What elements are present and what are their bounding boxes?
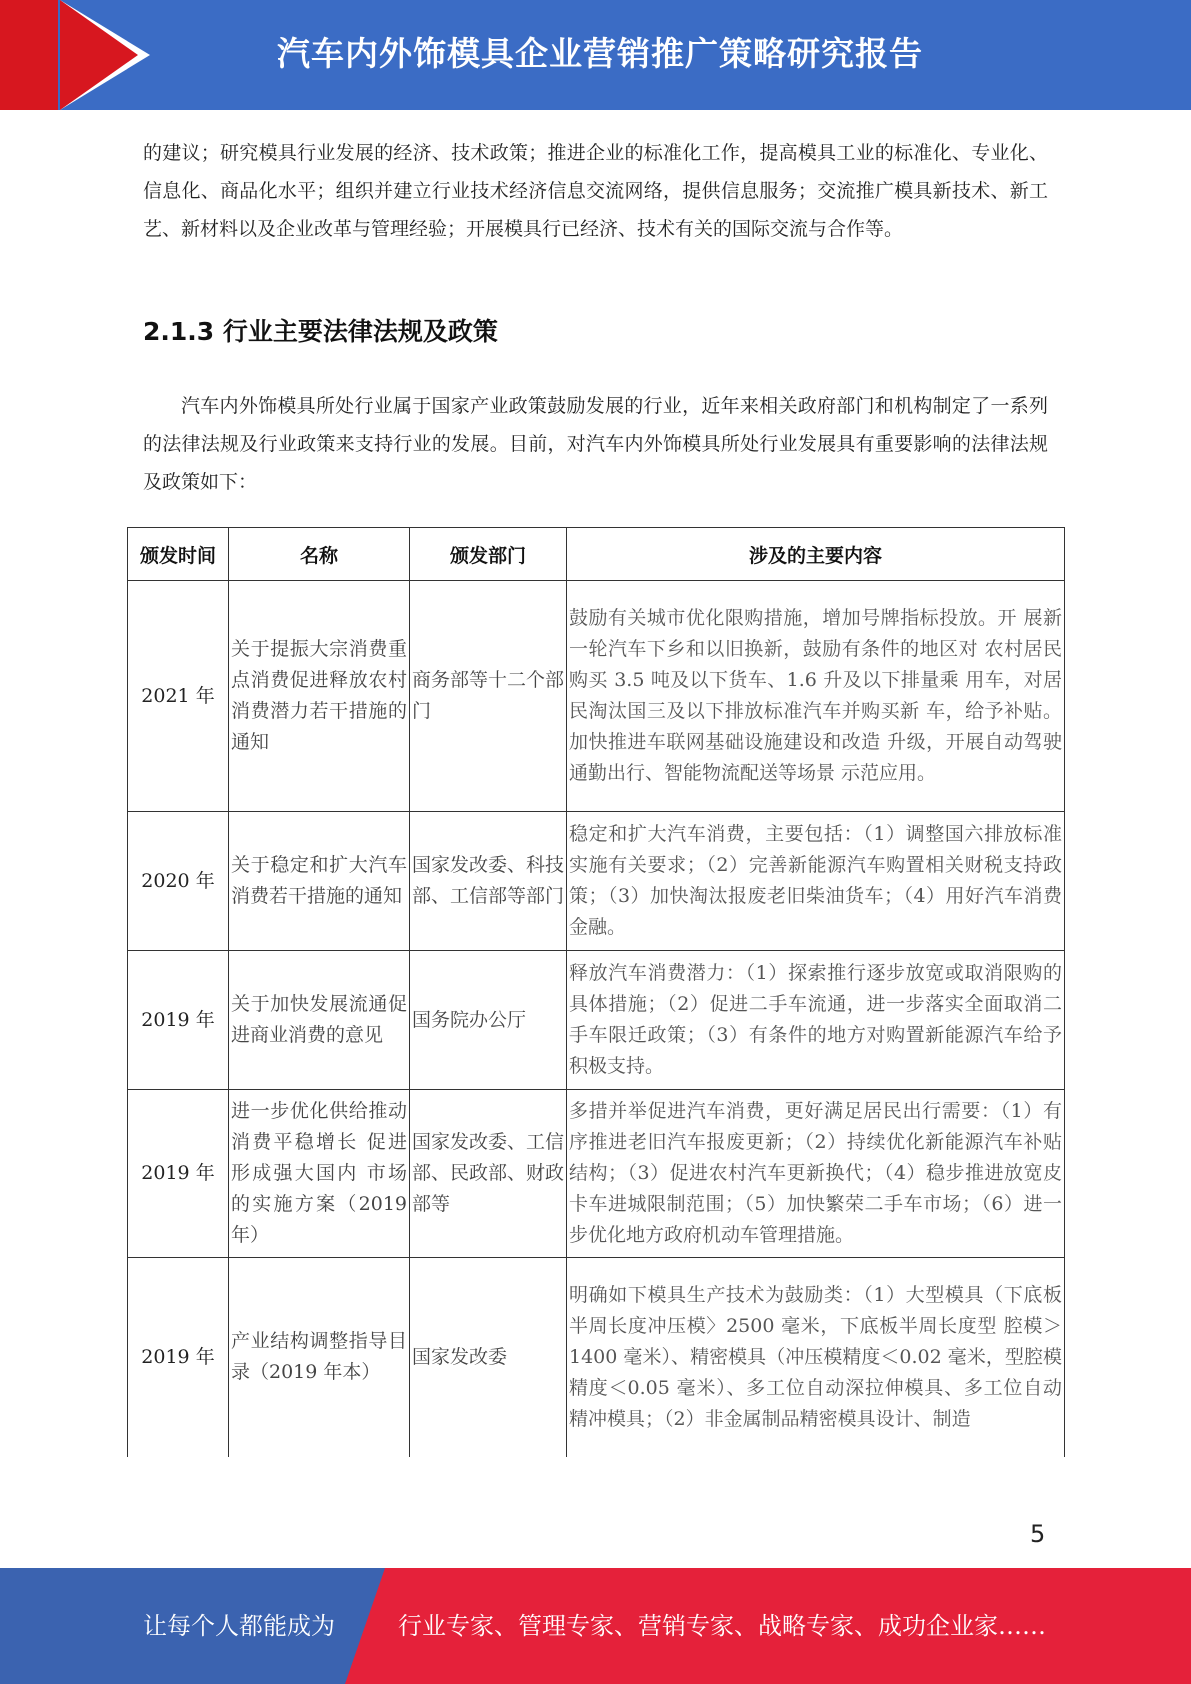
cell-content: 鼓励有关城市优化限购措施，增加号牌指标投放。开 展新一轮汽车下乡和以旧换新，鼓励有条件的地区对 农村居民购买 3.5 吨及以下货车、1.6 升及以下排量乘 用车，对居民淘汰国三及以下排放标准汽车并购买新 车，给予补贴。加快推进车联网基础设施建设和改造 升级，开展自动驾驶通勤出行、智能物流配送等场景 示范应用。 bbox=[567, 581, 1065, 812]
cell-name: 关于提振大宗消费重点消费促进释放农村消费潜力若干措施的通知 bbox=[229, 581, 410, 812]
footer-slogan-right: 行业专家、管理专家、营销专家、战略专家、成功企业家…… bbox=[398, 1612, 1046, 1640]
cell-year: 2019 年 bbox=[128, 1090, 229, 1258]
table-row bbox=[128, 1258, 1065, 1457]
cell-year: 2021 年 bbox=[128, 581, 229, 812]
cell-year: 2020 年 bbox=[128, 812, 229, 951]
cell-name: 关于稳定和扩大汽车消费若干措施的通知 bbox=[229, 812, 410, 951]
cell-content: 明确如下模具生产技术为鼓励类：（1）大型模具（下底板半周长度冲压模〉2500 毫米，下底板半周长度型 腔模＞1400 毫米）、精密模具（冲压模精度＜0.02 毫米，型腔模精度＜0.05 毫米）、多工位自动深拉伸模具、多工位自动精冲模具；（2）非金属制品精密模具设计、制造 bbox=[567, 1258, 1065, 1457]
intro-paragraph: 的建议；研究模具行业发展的经济、技术政策；推进企业的标准化工作，提高模具工业的标准化、专业化、信息化、商品化水平；组织并建立行业技术经济信息交流网络，提供信息服务；交流推广模具新技术、新工艺、新材料以及企业改革与管理经验；开展模具行已经济、技术有关的国际交流与合作等。 bbox=[143, 142, 1048, 240]
cell-year: 2019 年 bbox=[128, 951, 229, 1090]
table-header-row bbox=[128, 528, 1065, 581]
cell-name: 进一步优化供给推动消费平稳增长 促进形成强大国内 市场的实施方案（2019 年） bbox=[229, 1090, 410, 1258]
header-red-block bbox=[0, 0, 58, 110]
cell-dept: 国务院办公厅 bbox=[410, 951, 567, 1090]
page-number: 5 bbox=[1030, 1520, 1046, 1548]
cell-content: 释放汽车消费潜力：（1）探索推行逐步放宽或取消限购的具体措施；（2）促进二手车流通，进一步落实全面取消二手车限迁政策；（3）有条件的地方对购置新能源汽车给予积极支持。 bbox=[567, 951, 1065, 1090]
cell-name: 关于加快发展流通促进商业消费的意见 bbox=[229, 951, 410, 1090]
column-header-name: 名称 bbox=[229, 528, 410, 581]
table-row bbox=[128, 951, 1065, 1090]
section-paragraph: 汽车内外饰模具所处行业属于国家产业政策鼓励发展的行业，近年来相关政府部门和机构制定了一系列的法律法规及行业政策来支持行业的发展。目前，对汽车内外饰模具所处行业发展具有重要影响的法律法规及政策如下： bbox=[143, 395, 1048, 493]
table-row bbox=[128, 1090, 1065, 1258]
section-heading: 2.1.3 行业主要法律法规及政策 bbox=[143, 317, 498, 346]
cell-content: 多措并举促进汽车消费，更好满足居民出行需要：（1）有序推进老旧汽车报废更新；（2）持续优化新能源汽车补贴结构；（3）促进农村汽车更新换代；（4）稳步推进放宽皮卡车进城限制范围；（5）加快繁荣二手车市场；（6）进一步优化地方政府机动车管理措施。 bbox=[567, 1090, 1065, 1258]
column-header-content: 涉及的主要内容 bbox=[567, 528, 1065, 581]
table-row bbox=[128, 581, 1065, 812]
cell-content: 稳定和扩大汽车消费，主要包括：（1）调整国六排放标准实施有关要求；（2）完善新能源汽车购置相关财税支持政策；（3）加快淘汰报废老旧柴油货车；（4）用好汽车消费金融。 bbox=[567, 812, 1065, 951]
footer-banner bbox=[0, 1568, 1191, 1684]
cell-year: 2019 年 bbox=[128, 1258, 229, 1457]
policy-table bbox=[127, 527, 1065, 1457]
cell-dept: 国家发改委 bbox=[410, 1258, 567, 1457]
cell-dept: 商务部等十二个部门 bbox=[410, 581, 567, 812]
table-row bbox=[128, 812, 1065, 951]
footer-blue-slant bbox=[345, 1568, 385, 1684]
column-header-dept: 颁发部门 bbox=[410, 528, 567, 581]
footer-slogan-left: 让每个人都能成为 bbox=[143, 1612, 335, 1640]
cell-name: 产业结构调整指导目录（2019 年本） bbox=[229, 1258, 410, 1457]
report-title: 汽车内外饰模具企业营销推广策略研究报告 bbox=[277, 34, 923, 73]
cell-dept: 国家发改委、科技部、工信部等部门 bbox=[410, 812, 567, 951]
header-banner bbox=[0, 0, 1191, 110]
header-chevron-inner bbox=[60, 0, 138, 110]
column-header-date: 颁发时间 bbox=[128, 528, 229, 581]
cell-dept: 国家发改委、工信部、民政部、财政部等 bbox=[410, 1090, 567, 1258]
